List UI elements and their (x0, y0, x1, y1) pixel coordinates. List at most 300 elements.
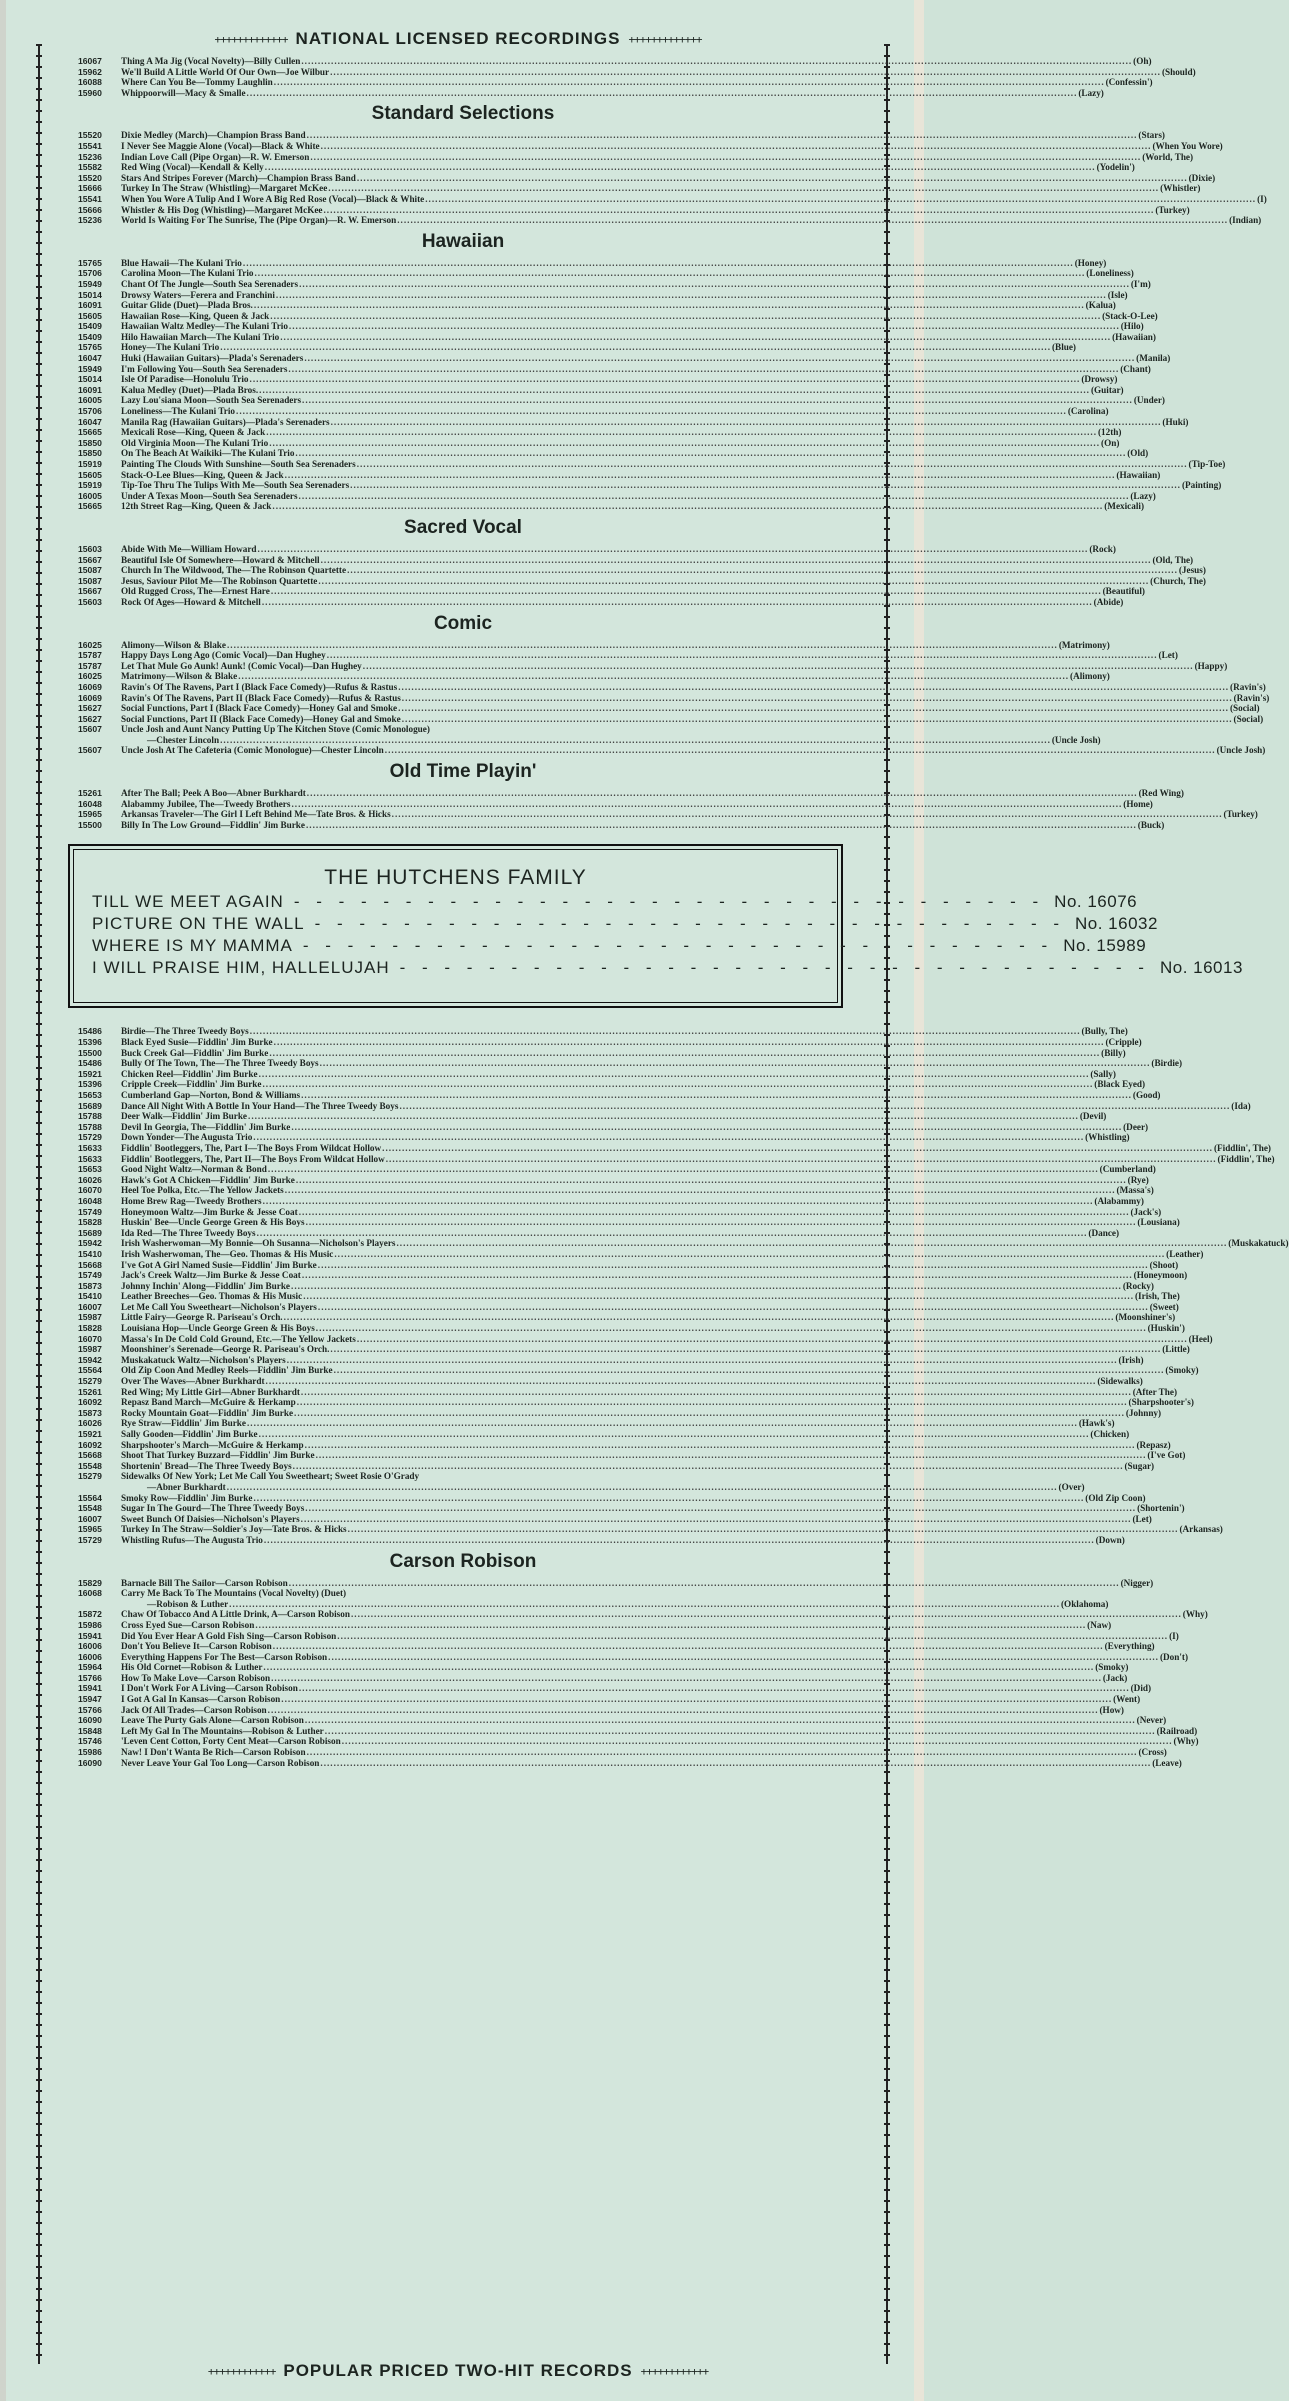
coupling-key: (Hawaiian) (1116, 469, 1161, 480)
record-number: 16068 (78, 1588, 102, 1599)
record-row (78, 1588, 848, 1599)
record-row (78, 384, 1124, 396)
record-title: Turkey In The Straw (Whistling)—Margaret McKee (121, 183, 328, 194)
coupling-key: (Whistler) (1160, 183, 1201, 194)
record-number: 15706 (78, 268, 102, 279)
hutchens-song-title: WHERE IS MY MAMMA (92, 936, 293, 956)
record-number: 15765 (78, 257, 102, 268)
coupling-key: (Why) (1173, 1736, 1199, 1747)
coupling-key: (Why) (1182, 1609, 1208, 1620)
coupling-key: (Chicken) (1090, 1429, 1130, 1439)
dot-leader (342, 1736, 1173, 1747)
dot-leader (337, 1631, 1168, 1642)
fiddle-list (78, 1026, 1289, 1545)
record-row (78, 321, 1144, 332)
record-title: Sweet Bunch Of Daisies—Nicholson's Players (121, 1513, 300, 1524)
record-title: Alimony—Wilson & Blake (121, 639, 226, 650)
dot-leader (330, 1344, 1161, 1355)
dot-leader (310, 152, 1141, 163)
record-title: Let That Mule Go Aunk! Aunk! (Comic Vocal)—Dan Hughey (121, 660, 362, 671)
dot-leader (320, 1758, 1151, 1769)
record-number: 15949 (78, 278, 102, 289)
coupling-key: (I) (1169, 1630, 1179, 1641)
record-number: 15279 (78, 1471, 102, 1482)
record-row (78, 692, 1270, 704)
record-row (78, 1492, 1146, 1504)
coupling-key: (Cumberland) (1099, 1164, 1156, 1175)
dot-leader (304, 353, 1135, 364)
record-title: Old Rugged Cross, The—Ernest Hare (121, 586, 270, 597)
top-banner (32, 28, 884, 50)
record-number: 15486 (78, 1058, 102, 1069)
record-row (78, 353, 1171, 364)
record-row (78, 469, 1161, 481)
record-title: Sally Gooden—Fiddlin' Jim Burke (121, 1429, 258, 1439)
record-number: 15765 (78, 342, 102, 353)
record-title: Let Me Call You Sweetheart—Nicholson's Players (121, 1301, 317, 1312)
dot-leader (397, 215, 1228, 226)
comic-list (78, 639, 1270, 757)
dot-leader (287, 1355, 1118, 1366)
dot-leader (268, 1164, 1099, 1175)
record-number: 15541 (78, 193, 102, 204)
record-title: Birdie—The Three Tweedy Boys (121, 1026, 249, 1037)
coupling-key: (Arkansas) (1179, 1524, 1223, 1535)
record-title: We'll Build A Little World Of Our Own—Joe Wilbur (121, 66, 330, 77)
section-heading-comic: Comic (433, 612, 493, 634)
coupling-key: (Alimony) (1070, 671, 1110, 682)
record-row (78, 480, 1222, 491)
record-number: 16026 (78, 1418, 102, 1429)
coupling-key: (Don't) (1159, 1651, 1189, 1662)
dot-leader (281, 1694, 1112, 1705)
record-row (78, 1386, 1178, 1398)
record-row (78, 1715, 1167, 1726)
record-number: 15746 (78, 1736, 102, 1747)
record-row (78, 1153, 1275, 1165)
record-row (78, 724, 848, 735)
coupling-key: (Huskin') (1147, 1323, 1185, 1334)
coupling-key: (Down) (1095, 1534, 1125, 1545)
record-row (78, 151, 1194, 163)
record-row (78, 575, 1206, 587)
record-row (78, 1090, 1161, 1101)
record-row (78, 374, 1118, 385)
record-title: Chant Of The Jungle—South Sea Serenaders (121, 278, 299, 289)
dot-leader (363, 661, 1194, 672)
record-number: 15087 (78, 575, 102, 586)
record-title: Whistling Rufus—The Augusta Trio (121, 1534, 263, 1545)
record-number: 15919 (78, 459, 102, 469)
dot-leader (328, 183, 1159, 194)
record-title: Repasz Band March—McGuire & Herkamp (121, 1397, 296, 1408)
record-title: Mexicali Rose—King, Queen & Jack (121, 427, 266, 438)
record-title: After The Ball; Peek A Boo—Abner Burkhardt (121, 788, 306, 799)
coupling-key: (Dixie) (1188, 172, 1216, 183)
record-number: 16048 (78, 1195, 102, 1206)
record-row (78, 501, 1145, 512)
record-row (78, 798, 1153, 810)
record-row (78, 660, 1228, 672)
record-row (78, 1142, 1271, 1154)
coupling-key: (Tip-Toe) (1188, 459, 1226, 469)
record-title: Isle Of Paradise—Honolulu Trio (121, 374, 249, 385)
dot-leader (284, 1312, 1115, 1323)
dot-leader (236, 406, 1067, 417)
dot-leader (297, 1397, 1128, 1408)
coupling-key: (Painting) (1181, 480, 1222, 491)
record-title: I Don't Work For A Living—Carson Robison (121, 1683, 298, 1694)
record-row (78, 448, 1149, 459)
record-number: 16047 (78, 353, 102, 364)
coupling-key: (How) (1099, 1704, 1124, 1715)
record-row (78, 437, 1120, 449)
coupling-key: (Lousiana) (1137, 1217, 1180, 1228)
dot-leader (291, 799, 1122, 810)
record-number: 16007 (78, 1513, 102, 1524)
dot-leader (254, 300, 1085, 311)
coupling-key: (Irish) (1118, 1354, 1144, 1365)
record-title: Home Brew Rag—Tweedy Brothers (121, 1195, 262, 1206)
dot-leader (247, 1418, 1078, 1429)
record-row (78, 406, 1109, 417)
dot-leader (265, 162, 1096, 173)
record-row (78, 1217, 1180, 1228)
record-number: 15653 (78, 1090, 102, 1100)
record-title: Arkansas Traveler—The Girl I Left Behind Me—Tate Bros. & Hicks (121, 809, 391, 820)
dot-leader (262, 597, 1093, 608)
coupling-key: (Lazy) (1130, 490, 1156, 501)
dot-leader (305, 1503, 1136, 1514)
dot-leader (306, 1217, 1137, 1228)
record-row (78, 1280, 1154, 1292)
dot-leader (294, 1408, 1125, 1419)
record-title: Social Functions, Part I (Black Face Comedy)—Honey Gal and Smoke (121, 703, 398, 714)
coupling-key: (Rock) (1089, 543, 1116, 554)
dot-leader (274, 77, 1105, 88)
record-number: 15564 (78, 1365, 102, 1376)
record-title: Blue Hawaii—The Kulani Trio (121, 257, 242, 268)
record-number: 16005 (78, 395, 102, 406)
record-title: —Abner Burkhardt (147, 1481, 226, 1492)
record-row (78, 183, 1201, 194)
record-row (78, 331, 1156, 343)
record-title: Did You Ever Hear A Gold Fish Sing—Carson Robison (121, 1630, 337, 1641)
record-title: Old Virginia Moon—The Kulani Trio (121, 437, 269, 448)
record-row (78, 1471, 848, 1482)
record-title: Uncle Josh At The Cafeteria (Comic Monologue)—Chester Lincoln (121, 745, 384, 756)
record-title: His Old Cornet—Robison & Luther (121, 1662, 263, 1673)
coupling-key: (I) (1257, 193, 1267, 204)
record-number: 15261 (78, 788, 102, 799)
record-row (78, 809, 1258, 820)
dot-leader (305, 1715, 1136, 1726)
record-row (78, 172, 1216, 184)
record-row (78, 1047, 1126, 1059)
coupling-key: (Cripple) (1105, 1037, 1142, 1048)
record-title: Everything Happens For The Best—Carson Robison (121, 1651, 328, 1662)
record-number: 15960 (78, 87, 102, 98)
record-title: Whistler & His Dog (Whistling)—Margaret McKee (121, 204, 323, 215)
oldtime-list (78, 788, 1258, 830)
record-title: Bully Of The Town, The—The Three Tweedy Boys (121, 1058, 319, 1069)
dot-leader (398, 703, 1229, 714)
record-row (78, 543, 1116, 555)
coupling-key: (Home) (1123, 798, 1153, 809)
record-number: 15921 (78, 1068, 102, 1079)
hutchens-song-title: TILL WE MEET AGAIN (92, 892, 284, 912)
dot-leader (229, 1599, 1060, 1610)
record-row (78, 77, 1153, 88)
hutchens-row (70, 914, 1158, 936)
record-row (78, 1301, 1179, 1313)
record-title: Over The Waves—Abner Burkhardt (121, 1376, 265, 1387)
dot-leader (285, 470, 1116, 481)
record-title: Sharpshooter's March—McGuire & Herkamp (121, 1439, 304, 1450)
coupling-key: (Beautiful) (1102, 586, 1145, 597)
dot-leader (318, 1302, 1149, 1313)
record-number: 16067 (78, 56, 102, 66)
record-row (78, 1354, 1144, 1366)
record-number: 15087 (78, 565, 102, 576)
record-row (78, 1598, 1109, 1610)
record-title: Leave The Purty Gals Alone—Carson Robison (121, 1715, 304, 1726)
record-number: 15921 (78, 1429, 102, 1439)
coupling-key: (Uncle Josh) (1216, 745, 1266, 756)
record-number: 16006 (78, 1641, 102, 1652)
coupling-key: (Naw) (1087, 1619, 1112, 1630)
record-row (78, 1524, 1223, 1535)
record-row (78, 703, 1260, 714)
coupling-key: (12th) (1098, 427, 1122, 438)
record-title: Lazy Lou'siana Moon—South Sea Serenaders (121, 395, 302, 406)
coupling-key: (When You Wore) (1152, 140, 1223, 151)
coupling-key: (Shoot) (1149, 1259, 1179, 1270)
record-row (78, 1704, 1124, 1716)
record-number: 16026 (78, 1174, 102, 1185)
coupling-key: (Honey) (1074, 257, 1107, 268)
dot-leader (334, 1249, 1165, 1260)
record-title: Jack's Creek Waltz—Jim Burke & Jesse Coat (121, 1270, 301, 1281)
dot-leader (266, 1376, 1097, 1387)
dot-leader (259, 385, 1090, 396)
record-number: 15706 (78, 406, 102, 417)
coupling-key: (Honeymoon) (1133, 1270, 1188, 1281)
coupling-key: (Deer) (1123, 1121, 1149, 1132)
record-row (78, 459, 1226, 470)
record-number: 15665 (78, 427, 102, 438)
record-number: 16092 (78, 1439, 102, 1450)
record-title: Hawk's Got A Chicken—Fiddlin' Jim Burke (121, 1174, 295, 1185)
dot-leader (291, 1281, 1122, 1292)
record-title: Never Leave Your Gal Too Long—Carson Robison (121, 1757, 320, 1768)
dot-leader (296, 1175, 1127, 1186)
record-title: Whippoorwill—Macy & Smalle (121, 87, 246, 98)
dash-leader (315, 914, 1065, 934)
record-row (78, 1079, 1146, 1090)
coupling-key: (Turkey) (1155, 204, 1190, 215)
record-row (78, 1333, 1213, 1345)
record-row (78, 639, 1110, 651)
record-number: 15396 (78, 1079, 102, 1090)
coupling-key: (Matrimony) (1058, 639, 1110, 650)
coupling-key: (Little) (1162, 1344, 1190, 1355)
record-row (78, 713, 1264, 725)
record-title: Fiddlin' Bootleggers, The, Part I—The Boys From Wildcat Hollow (121, 1142, 382, 1153)
record-title: Carolina Moon—The Kulani Trio (121, 268, 254, 279)
dot-leader (299, 1683, 1130, 1694)
dot-leader (318, 576, 1149, 587)
coupling-key: (Let) (1132, 1513, 1152, 1524)
record-title: Cripple Creek—Fiddlin' Jim Burke (121, 1079, 262, 1090)
coupling-key: (Irish, The) (1135, 1291, 1180, 1302)
record-number: 15410 (78, 1248, 102, 1259)
record-title: Jesus, Saviour Pilot Me—The Robinson Quartette (121, 575, 318, 586)
dot-leader (288, 364, 1119, 375)
dot-leader (227, 1482, 1058, 1493)
record-row (78, 1662, 1129, 1673)
coupling-key: (Abide) (1093, 596, 1124, 607)
record-number: 16025 (78, 639, 102, 650)
record-title: Jack Of All Trades—Carson Robison (121, 1704, 267, 1715)
record-title: Indian Love Call (Pipe Organ)—R. W. Emerson (121, 151, 310, 162)
record-title: Fiddlin' Bootleggers, The, Part II—The Boys From Wildcat Hollow (121, 1153, 385, 1164)
dot-leader (307, 130, 1138, 141)
coupling-key: (Over) (1058, 1481, 1085, 1492)
record-row (78, 1037, 1142, 1048)
record-row (78, 1407, 1162, 1419)
record-row (78, 681, 1266, 693)
record-title: Stars And Stripes Forever (March)—Champion Brass Band (121, 172, 356, 183)
dot-leader (285, 1185, 1116, 1196)
record-row (78, 1174, 1149, 1186)
coupling-key: (Buck) (1137, 819, 1165, 830)
record-title: Rye Straw—Fiddlin' Jim Burke (121, 1418, 246, 1429)
dot-leader (347, 565, 1178, 576)
coupling-key: (Sweet) (1149, 1301, 1179, 1312)
carson-list (78, 1577, 1208, 1769)
coupling-key: (Ida) (1231, 1100, 1251, 1111)
record-row (78, 162, 1135, 173)
record-number: 15627 (78, 713, 102, 724)
record-title: Honeymoon Waltz—Jim Burke & Jesse Coat (121, 1206, 298, 1217)
record-number: 15941 (78, 1630, 102, 1641)
record-row (78, 1164, 1156, 1175)
record-title: Thing A Ma Jig (Vocal Novelty)—Billy Cullen (121, 56, 301, 66)
record-number: 15986 (78, 1619, 102, 1630)
coupling-key: (Devil) (1079, 1111, 1107, 1122)
record-number: 16092 (78, 1397, 102, 1408)
dot-leader (253, 1493, 1084, 1504)
coupling-key: (Nigger) (1120, 1577, 1154, 1588)
record-title: Naw! I Don't Wanta Be Rich—Carson Robison (121, 1747, 306, 1758)
record-row (78, 130, 1165, 141)
record-row (78, 1513, 1152, 1525)
record-title: Rock Of Ages—Howard & Mitchell (121, 596, 261, 607)
record-number: 15962 (78, 66, 102, 77)
record-row (78, 427, 1122, 438)
record-row (78, 1206, 1162, 1218)
record-title: Guitar Glide (Duet)—Plada Bros. (121, 300, 253, 311)
coupling-key: (Heel) (1188, 1333, 1213, 1344)
record-row (78, 1534, 1125, 1546)
record-number: 15749 (78, 1270, 102, 1281)
record-title: Irish Washerwoman—My Bonnie—Oh Susanna—Nicholson's Players (121, 1238, 396, 1249)
record-title: Deer Walk—Fiddlin' Jim Burke (121, 1111, 248, 1122)
dot-leader (306, 820, 1137, 831)
dot-leader (330, 67, 1161, 78)
coupling-key: (Alabammy) (1094, 1195, 1144, 1206)
record-row (78, 278, 1151, 290)
dot-leader (316, 1323, 1147, 1334)
record-row (78, 1026, 1128, 1037)
record-row (78, 1238, 1289, 1249)
record-row (78, 289, 1128, 301)
record-number: 15605 (78, 469, 102, 480)
record-number: 15949 (78, 363, 102, 374)
coupling-key: (Fiddlin', The) (1213, 1142, 1271, 1153)
record-number: 15919 (78, 480, 102, 491)
coupling-key: (Isle) (1107, 289, 1128, 300)
record-title: Little Fairy—George R. Pariseau's Orch. (121, 1312, 283, 1323)
record-number: 15667 (78, 554, 102, 565)
record-title: Where Can You Be—Tommy Laughlin (121, 77, 273, 88)
record-title: Sugar In The Gourd—The Three Tweedy Boys (121, 1503, 305, 1514)
record-number: 15964 (78, 1662, 102, 1673)
record-row (78, 363, 1151, 375)
coupling-key: (Railroad) (1156, 1725, 1198, 1736)
record-row (78, 1195, 1144, 1207)
record-row (78, 1577, 1154, 1589)
hutchens-record-number: No. 16076 (1054, 892, 1138, 912)
coupling-key: (Good) (1132, 1090, 1161, 1100)
dot-leader (273, 1641, 1104, 1652)
record-row (78, 1365, 1199, 1376)
record-title: Cross Eyed Sue—Carson Robison (121, 1619, 255, 1630)
record-number: 15986 (78, 1747, 102, 1758)
coupling-key: (Loneliness) (1086, 268, 1134, 279)
record-title: Ravin's Of The Ravens, Part II (Black Face Comedy)—Rufus & Rastus (121, 692, 401, 703)
coupling-key: (Smoky) (1165, 1365, 1199, 1376)
dot-leader (385, 745, 1216, 756)
record-number: 15848 (78, 1725, 102, 1736)
record-title: Dixie Medley (March)—Champion Brass Band (121, 130, 306, 141)
dot-leader (276, 290, 1107, 301)
record-title: —Chester Lincoln (147, 734, 220, 745)
record-row (78, 1736, 1199, 1747)
record-title: On The Beach At Waikiki—The Kulani Trio (121, 448, 295, 459)
dot-leader (227, 640, 1058, 651)
dot-leader (220, 735, 1051, 746)
record-number: 15665 (78, 501, 102, 512)
record-number: 15236 (78, 151, 102, 162)
dot-leader (357, 459, 1188, 470)
coupling-key: (Ravin's) (1233, 692, 1270, 703)
record-title: Red Wing (Vocal)—Kendall & Kelly (121, 162, 264, 173)
record-row (78, 1068, 1116, 1080)
record-row (78, 1312, 1176, 1323)
record-number: 15548 (78, 1460, 102, 1471)
record-title: 'Leven Cent Cotton, Forty Cent Meat—Carson Robison (121, 1736, 341, 1747)
record-title: Rocky Mountain Goat—Fiddlin' Jim Burke (121, 1407, 294, 1418)
record-row (78, 745, 1266, 756)
record-row (78, 1460, 1155, 1472)
record-title: Johnny Inchin' Along—Fiddlin' Jim Burke (121, 1280, 291, 1291)
coupling-key: (Old) (1127, 448, 1149, 459)
coupling-key: (On) (1101, 437, 1120, 448)
record-row (78, 1376, 1143, 1387)
coupling-key: (Social) (1233, 713, 1264, 724)
